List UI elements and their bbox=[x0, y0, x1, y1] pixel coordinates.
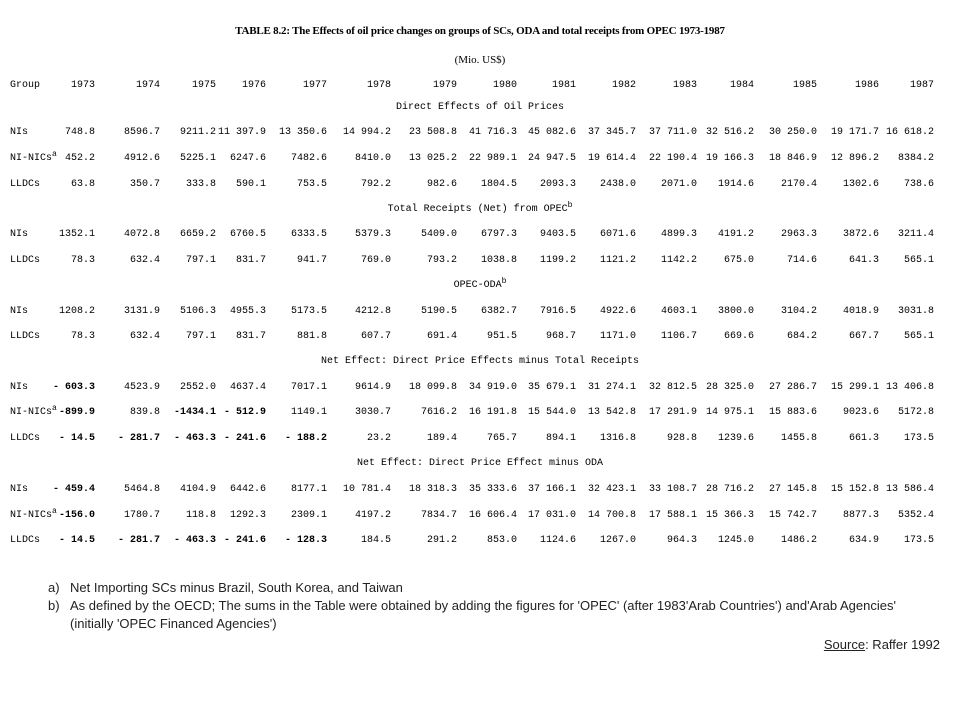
table-cell: 32 812.5 bbox=[648, 382, 697, 393]
table-cell: 17 291.9 bbox=[648, 407, 697, 418]
column-header-year: 1981 bbox=[551, 80, 576, 91]
footnote-label: b) bbox=[48, 598, 60, 613]
table-row bbox=[0, 433, 960, 447]
table-cell: 18 846.9 bbox=[768, 153, 817, 164]
footnote-marker: b bbox=[567, 201, 573, 210]
table-cell: 33 108.7 bbox=[648, 484, 697, 495]
table-cell: 15 883.6 bbox=[768, 407, 817, 418]
table-cell: 797.1 bbox=[185, 255, 216, 266]
section-title bbox=[0, 277, 960, 292]
table-cell: 1038.8 bbox=[480, 255, 517, 266]
footnote-marker: a bbox=[52, 404, 57, 413]
table-cell: 6659.2 bbox=[179, 229, 216, 240]
table-cell: 34 919.0 bbox=[468, 382, 517, 393]
table-cell: 8410.0 bbox=[354, 153, 391, 164]
column-header-year: 1985 bbox=[792, 80, 817, 91]
table-cell: 632.4 bbox=[129, 331, 160, 342]
table-cell: - 463.3 bbox=[173, 433, 216, 444]
table-cell: 19 614.4 bbox=[587, 153, 636, 164]
row-group-label: LLDCs bbox=[10, 179, 41, 190]
table-cell: 63.8 bbox=[70, 179, 95, 190]
table-cell: 1486.2 bbox=[780, 535, 817, 546]
table-cell: 2438.0 bbox=[599, 179, 636, 190]
table-row bbox=[0, 127, 960, 141]
table-cell: 9023.6 bbox=[842, 407, 879, 418]
table-cell: 7616.2 bbox=[420, 407, 457, 418]
table-cell: 748.8 bbox=[64, 127, 95, 138]
table-cell: 27 145.8 bbox=[768, 484, 817, 495]
table-cell: 661.3 bbox=[848, 433, 879, 444]
table-cell: 452.2 bbox=[64, 153, 95, 164]
table-cell: 6333.5 bbox=[290, 229, 327, 240]
table-cell: 16 191.8 bbox=[468, 407, 517, 418]
column-header-year: 1984 bbox=[729, 80, 754, 91]
table-cell: 30 250.0 bbox=[768, 127, 817, 138]
table-cell: 4955.3 bbox=[229, 306, 266, 317]
table-row bbox=[0, 382, 960, 396]
table-cell: 4603.1 bbox=[660, 306, 697, 317]
table-cell: 797.1 bbox=[185, 331, 216, 342]
row-group-label: NI-NICs bbox=[10, 407, 53, 418]
table-cell: 32 423.1 bbox=[587, 484, 636, 495]
table-cell: - 603.3 bbox=[52, 382, 95, 393]
table-cell: 13 406.8 bbox=[885, 382, 934, 393]
table-cell: 982.6 bbox=[426, 179, 457, 190]
table-row bbox=[0, 306, 960, 320]
table-cell: 22 989.1 bbox=[468, 153, 517, 164]
header-row bbox=[0, 80, 960, 94]
table-cell: 2309.1 bbox=[290, 510, 327, 521]
table-cell: 5225.1 bbox=[179, 153, 216, 164]
table-cell: 31 274.1 bbox=[587, 382, 636, 393]
table-cell: 1124.6 bbox=[539, 535, 576, 546]
table-cell: 24 947.5 bbox=[527, 153, 576, 164]
table-cell: 5172.8 bbox=[897, 407, 934, 418]
footnote-b bbox=[48, 597, 938, 633]
footnotes bbox=[48, 579, 938, 633]
table-cell: 3131.9 bbox=[123, 306, 160, 317]
table-cell: - 463.3 bbox=[173, 535, 216, 546]
section-title-text: Net Effect: Direct Price Effect minus ODA bbox=[356, 458, 604, 469]
column-header-year: 1977 bbox=[302, 80, 327, 91]
table-cell: 35 679.1 bbox=[527, 382, 576, 393]
column-header-year: 1974 bbox=[135, 80, 160, 91]
table-cell: 189.4 bbox=[426, 433, 457, 444]
table-cell: 753.5 bbox=[296, 179, 327, 190]
table-cell: 13 025.2 bbox=[408, 153, 457, 164]
table-cell: 1171.0 bbox=[599, 331, 636, 342]
table-cell: 7482.6 bbox=[290, 153, 327, 164]
table-row bbox=[0, 535, 960, 549]
table-cell: 1142.2 bbox=[660, 255, 697, 266]
table-cell: 4197.2 bbox=[354, 510, 391, 521]
row-group-label: LLDCs bbox=[10, 331, 41, 342]
table-cell: 2963.3 bbox=[780, 229, 817, 240]
table-cell: 4523.9 bbox=[123, 382, 160, 393]
section-title-text: Total Receipts (Net) from OPEC bbox=[387, 204, 568, 215]
table-cell: - 281.7 bbox=[117, 535, 160, 546]
table-cell: 691.4 bbox=[426, 331, 457, 342]
footnote-marker: a bbox=[52, 150, 57, 159]
table-cell: 5352.4 bbox=[897, 510, 934, 521]
table-cell: 4922.6 bbox=[599, 306, 636, 317]
section-title-text: Direct Effects of Oil Prices bbox=[395, 102, 565, 113]
table-cell: 22 190.4 bbox=[648, 153, 697, 164]
table-cell: 675.0 bbox=[723, 255, 754, 266]
table-cell: - 512.9 bbox=[223, 407, 266, 418]
table-row bbox=[0, 255, 960, 269]
column-header-year: 1987 bbox=[909, 80, 934, 91]
table-cell: 3031.8 bbox=[897, 306, 934, 317]
section-title bbox=[0, 458, 960, 470]
table-cell: 607.7 bbox=[360, 331, 391, 342]
table-cell: - 188.2 bbox=[284, 433, 327, 444]
table-cell: 32 516.2 bbox=[705, 127, 754, 138]
table-cell: 669.6 bbox=[723, 331, 754, 342]
table-cell: 15 742.7 bbox=[768, 510, 817, 521]
table-cell: - 281.7 bbox=[117, 433, 160, 444]
table-cell: 4018.9 bbox=[842, 306, 879, 317]
column-header-year: 1973 bbox=[70, 80, 95, 91]
table-cell: 17 031.0 bbox=[527, 510, 576, 521]
section-title bbox=[0, 201, 960, 216]
footnote-label: a) bbox=[48, 580, 60, 595]
table-cell: 684.2 bbox=[786, 331, 817, 342]
row-group-label: NI-NICs bbox=[10, 510, 53, 521]
table-cell: 634.9 bbox=[848, 535, 879, 546]
source-text: : Raffer 1992 bbox=[865, 637, 940, 652]
table-cell: 3104.2 bbox=[780, 306, 817, 317]
table-cell: 37 345.7 bbox=[587, 127, 636, 138]
table-cell: 1352.1 bbox=[58, 229, 95, 240]
table-cell: 6760.5 bbox=[229, 229, 266, 240]
table-cell: 291.2 bbox=[426, 535, 457, 546]
table-cell: 1121.2 bbox=[599, 255, 636, 266]
source-line bbox=[824, 637, 940, 652]
table-cell: 5173.5 bbox=[290, 306, 327, 317]
table-cell: -156.0 bbox=[58, 510, 95, 521]
table-cell: 1239.6 bbox=[717, 433, 754, 444]
table-cell: 1292.3 bbox=[229, 510, 266, 521]
table-cell: 1106.7 bbox=[660, 331, 697, 342]
section-title-text: OPEC-ODA bbox=[453, 280, 502, 291]
table-cell: 667.7 bbox=[848, 331, 879, 342]
table-cell: 831.7 bbox=[235, 331, 266, 342]
footnote-a bbox=[48, 579, 938, 597]
section-title bbox=[0, 356, 960, 368]
table-cell: 6071.6 bbox=[599, 229, 636, 240]
table-cell: 4212.8 bbox=[354, 306, 391, 317]
table-cell: 173.5 bbox=[903, 535, 934, 546]
table-cell: 7017.1 bbox=[290, 382, 327, 393]
table-row bbox=[0, 507, 960, 524]
table-cell: 769.0 bbox=[360, 255, 391, 266]
row-group-label: NIs bbox=[10, 484, 29, 495]
footnote-marker: a bbox=[52, 507, 57, 516]
table-cell: 4899.3 bbox=[660, 229, 697, 240]
table-cell: 5464.8 bbox=[123, 484, 160, 495]
table-cell: -1434.1 bbox=[173, 407, 216, 418]
table-cell: 565.1 bbox=[903, 331, 934, 342]
table-cell: 16 618.2 bbox=[885, 127, 934, 138]
table-cell: 14 700.8 bbox=[587, 510, 636, 521]
table-cell: 1780.7 bbox=[123, 510, 160, 521]
table-cell: 565.1 bbox=[903, 255, 934, 266]
table-cell: -899.9 bbox=[58, 407, 95, 418]
table-cell: 15 366.3 bbox=[705, 510, 754, 521]
table-cell: 632.4 bbox=[129, 255, 160, 266]
table-cell: 8877.3 bbox=[842, 510, 879, 521]
table-cell: 928.8 bbox=[666, 433, 697, 444]
table-cell: 7916.5 bbox=[539, 306, 576, 317]
table-cell: 11 397.9 bbox=[217, 127, 266, 138]
column-header-year: 1983 bbox=[672, 80, 697, 91]
row-group-label: NIs bbox=[10, 382, 29, 393]
table-cell: 173.5 bbox=[903, 433, 934, 444]
row-group-label: LLDCs bbox=[10, 535, 41, 546]
table-cell: 17 588.1 bbox=[648, 510, 697, 521]
table-cell: 5106.3 bbox=[179, 306, 216, 317]
table-cell: 184.5 bbox=[360, 535, 391, 546]
table-cell: 7834.7 bbox=[420, 510, 457, 521]
table-cell: 964.3 bbox=[666, 535, 697, 546]
table-cell: 1804.5 bbox=[480, 179, 517, 190]
column-header-year: 1986 bbox=[854, 80, 879, 91]
table-cell: 4104.9 bbox=[179, 484, 216, 495]
column-header-year: 1975 bbox=[191, 80, 216, 91]
row-group-label: NIs bbox=[10, 306, 29, 317]
table-cell: 5190.5 bbox=[420, 306, 457, 317]
row-group-label: NIs bbox=[10, 127, 29, 138]
table-cell: 5409.0 bbox=[420, 229, 457, 240]
footnote-marker: b bbox=[501, 277, 507, 286]
table-cell: 2170.4 bbox=[780, 179, 817, 190]
table-cell: 641.3 bbox=[848, 255, 879, 266]
table-cell: 333.8 bbox=[185, 179, 216, 190]
table-cell: 4072.8 bbox=[123, 229, 160, 240]
table-row bbox=[0, 179, 960, 193]
table-cell: 1455.8 bbox=[780, 433, 817, 444]
table-cell: 15 299.1 bbox=[830, 382, 879, 393]
row-group-label: NI-NICs bbox=[10, 153, 53, 164]
table-cell: 3211.4 bbox=[897, 229, 934, 240]
table-cell: 1914.6 bbox=[717, 179, 754, 190]
table-cell: 6442.6 bbox=[229, 484, 266, 495]
table-cell: 1149.1 bbox=[290, 407, 327, 418]
table-cell: 9403.5 bbox=[539, 229, 576, 240]
table-cell: 792.2 bbox=[360, 179, 391, 190]
table-title: TABLE 8.2: The Effects of oil price changes on groups of SCs, ODA and total receipts from OPEC 1973-1987 bbox=[235, 25, 725, 37]
table-cell: - 128.3 bbox=[284, 535, 327, 546]
table-row bbox=[0, 150, 960, 167]
table-cell: 18 318.3 bbox=[408, 484, 457, 495]
footnote-text: As defined by the OECD; The sums in the Table were obtained by adding the figures for 'OPEC' (after 1983'Arab Countries') and'Arab Agencies' (initially 'OPEC Financed Agencies') bbox=[70, 598, 896, 631]
column-header-year: 1982 bbox=[611, 80, 636, 91]
row-group-label: LLDCs bbox=[10, 255, 41, 266]
table-cell: 6247.6 bbox=[229, 153, 266, 164]
section-title bbox=[0, 102, 960, 114]
table-cell: - 241.6 bbox=[223, 433, 266, 444]
table-cell: 14 975.1 bbox=[705, 407, 754, 418]
column-header-year: 1978 bbox=[366, 80, 391, 91]
table-cell: 4191.2 bbox=[717, 229, 754, 240]
column-header-year: 1980 bbox=[492, 80, 517, 91]
table-cell: 6797.3 bbox=[480, 229, 517, 240]
table-cell: 881.8 bbox=[296, 331, 327, 342]
table-cell: 37 711.0 bbox=[648, 127, 697, 138]
table-cell: - 14.5 bbox=[58, 433, 95, 444]
table-cell: 941.7 bbox=[296, 255, 327, 266]
table-cell: 19 166.3 bbox=[705, 153, 754, 164]
table-cell: 35 333.6 bbox=[468, 484, 517, 495]
table-cell: 350.7 bbox=[129, 179, 160, 190]
table-cell: 13 542.8 bbox=[587, 407, 636, 418]
table-cell: 78.3 bbox=[70, 255, 95, 266]
table-cell: - 459.4 bbox=[52, 484, 95, 495]
table-cell: 1199.2 bbox=[539, 255, 576, 266]
table-row bbox=[0, 404, 960, 421]
source-label: Source bbox=[823, 637, 866, 652]
row-group-label: NIs bbox=[10, 229, 29, 240]
table-cell: 8384.2 bbox=[897, 153, 934, 164]
table-cell: 14 994.2 bbox=[342, 127, 391, 138]
table-cell: 9211.2 bbox=[179, 127, 216, 138]
table-cell: 738.6 bbox=[903, 179, 934, 190]
table-cell: 590.1 bbox=[235, 179, 266, 190]
table-cell: 45 082.6 bbox=[527, 127, 576, 138]
table-cell: 23 508.8 bbox=[408, 127, 457, 138]
table-cell: 1245.0 bbox=[717, 535, 754, 546]
table-cell: 15 544.0 bbox=[527, 407, 576, 418]
table-cell: 853.0 bbox=[486, 535, 517, 546]
table-cell: 18 099.8 bbox=[408, 382, 457, 393]
table-cell: 8596.7 bbox=[123, 127, 160, 138]
table-cell: - 241.6 bbox=[223, 535, 266, 546]
table-cell: 16 606.4 bbox=[468, 510, 517, 521]
column-header-year: 1979 bbox=[432, 80, 457, 91]
table-cell: 3872.6 bbox=[842, 229, 879, 240]
table-cell: 5379.3 bbox=[354, 229, 391, 240]
table-cell: 1302.6 bbox=[842, 179, 879, 190]
table-row bbox=[0, 331, 960, 345]
table-cell: 1208.2 bbox=[58, 306, 95, 317]
table-row bbox=[0, 484, 960, 498]
table-cell: 28 716.2 bbox=[705, 484, 754, 495]
table-cell: 793.2 bbox=[426, 255, 457, 266]
table-cell: 3030.7 bbox=[354, 407, 391, 418]
section-title-text: Net Effect: Direct Price Effects minus Total Receipts bbox=[320, 356, 640, 367]
table-cell: 37 166.1 bbox=[527, 484, 576, 495]
table-cell: 2552.0 bbox=[179, 382, 216, 393]
table-cell: 3800.0 bbox=[717, 306, 754, 317]
table-cell: 118.8 bbox=[185, 510, 216, 521]
table-cell: 13 586.4 bbox=[885, 484, 934, 495]
table-cell: 78.3 bbox=[70, 331, 95, 342]
table-cell: 27 286.7 bbox=[768, 382, 817, 393]
table-cell: 41 716.3 bbox=[468, 127, 517, 138]
table-cell: 15 152.8 bbox=[830, 484, 879, 495]
table-cell: 13 350.6 bbox=[278, 127, 327, 138]
table-cell: 839.8 bbox=[129, 407, 160, 418]
row-group-label: LLDCs bbox=[10, 433, 41, 444]
table-cell: 894.1 bbox=[545, 433, 576, 444]
footnote-text: Net Importing SCs minus Brazil, South Korea, and Taiwan bbox=[70, 580, 403, 595]
table-cell: 968.7 bbox=[545, 331, 576, 342]
table-cell: 12 896.2 bbox=[830, 153, 879, 164]
table-cell: 19 171.7 bbox=[830, 127, 879, 138]
table-cell: 1267.0 bbox=[599, 535, 636, 546]
table-cell: 2071.0 bbox=[660, 179, 697, 190]
table-cell: 951.5 bbox=[486, 331, 517, 342]
table-cell: 8177.1 bbox=[290, 484, 327, 495]
table-cell: 6382.7 bbox=[480, 306, 517, 317]
table-cell: 765.7 bbox=[486, 433, 517, 444]
table-cell: 1316.8 bbox=[599, 433, 636, 444]
column-header-year: 1976 bbox=[241, 80, 266, 91]
table-cell: 28 325.0 bbox=[705, 382, 754, 393]
unit-label: (Mio. US$) bbox=[454, 54, 506, 66]
table-cell: 831.7 bbox=[235, 255, 266, 266]
table-cell: 9614.9 bbox=[354, 382, 391, 393]
table-cell: 714.6 bbox=[786, 255, 817, 266]
table-cell: 23.2 bbox=[366, 433, 391, 444]
table-cell: 4912.6 bbox=[123, 153, 160, 164]
table-cell: 2093.3 bbox=[539, 179, 576, 190]
table-row bbox=[0, 229, 960, 243]
table-cell: - 14.5 bbox=[58, 535, 95, 546]
column-header-group: Group bbox=[10, 80, 41, 91]
table-cell: 4637.4 bbox=[229, 382, 266, 393]
table-cell: 10 781.4 bbox=[342, 484, 391, 495]
